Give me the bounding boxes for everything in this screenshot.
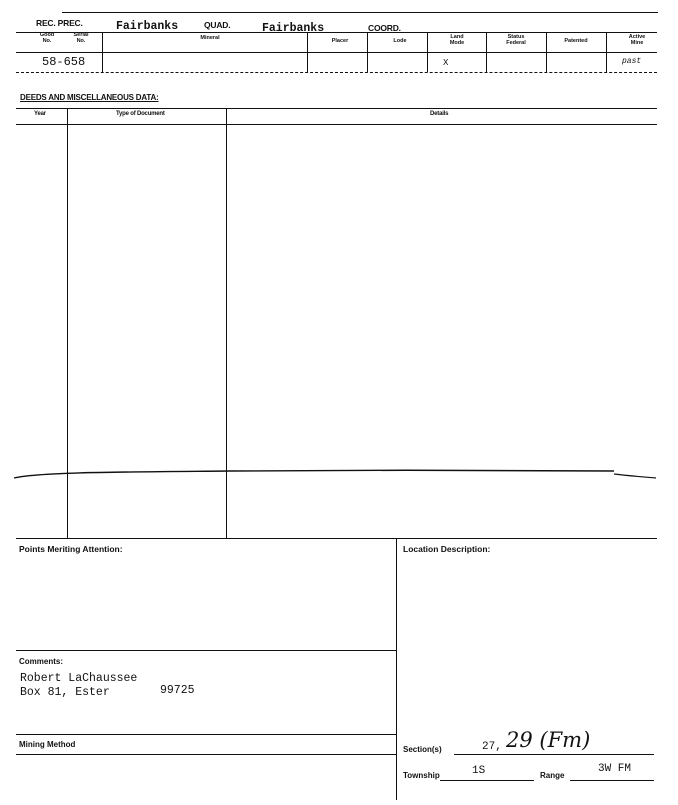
hand-drawn-line: [0, 460, 678, 490]
serial-value: 58-658: [42, 55, 86, 69]
township-value: 1S: [472, 765, 486, 777]
deeds-bottom-rule: [16, 538, 657, 539]
deeds-title: DEEDS AND MISCELLANEOUS DATA:: [20, 93, 159, 102]
deeds-col-year: Year: [34, 111, 46, 117]
header-top-rule: [62, 12, 658, 13]
col-div-7: [606, 32, 607, 72]
col-lode: Lode: [393, 38, 407, 44]
col-serial-no: Serial No.: [73, 32, 89, 44]
col-mineral: Mineral: [200, 35, 220, 41]
row-bottom-rule: [16, 72, 657, 73]
comments-label: Comments:: [19, 657, 64, 666]
township-label: Township: [403, 771, 440, 780]
lower-center-divider: [396, 538, 397, 800]
range-value: 3W FM: [598, 763, 632, 775]
col-placer: Placer: [331, 38, 349, 44]
section-typed-value: 27,: [482, 741, 502, 753]
rec-prec-value: Fairbanks: [116, 20, 179, 33]
range-label: Range: [540, 771, 565, 780]
section-label: Section(s): [403, 745, 442, 754]
deeds-col-details: Details: [430, 111, 449, 117]
rec-prec-label: REC. PREC.: [36, 18, 83, 28]
deeds-head-rule: [16, 124, 657, 125]
col-div-6: [546, 32, 547, 72]
deeds-top-rule: [16, 108, 657, 109]
col-div-4: [427, 32, 428, 72]
col-active-mine: Active Mine: [628, 34, 646, 46]
coord-label: COORD.: [368, 23, 401, 33]
section-line: [454, 754, 654, 755]
comments-zip: 99725: [160, 684, 195, 697]
deeds-col-type: Type of Document: [116, 111, 165, 117]
section-handwritten-value: 29 (Fm): [506, 728, 591, 752]
col-div-3: [367, 32, 368, 72]
col-good-no: Good No.: [39, 32, 55, 44]
location-label: Location Description:: [403, 544, 491, 554]
mining-under-rule: [16, 754, 396, 755]
quad-value: Fairbanks: [262, 22, 325, 35]
comments-line-1: Robert LaChaussee: [20, 672, 138, 685]
col-status-federal: Status Federal: [506, 34, 526, 46]
col-patented: Patented: [564, 38, 588, 44]
mining-top-rule: [16, 734, 396, 735]
points-label: Points Meriting Attention:: [19, 544, 123, 554]
col-div-1: [102, 32, 103, 72]
township-line: [440, 780, 534, 781]
range-line: [570, 780, 654, 781]
col-div-5: [486, 32, 487, 72]
comments-line-2: Box 81, Ester: [20, 686, 110, 699]
land-mode-mark: X: [443, 58, 449, 68]
active-mine-note: past: [622, 57, 642, 66]
column-head-rule: [16, 52, 657, 53]
col-div-2: [307, 32, 308, 72]
mining-method-label: Mining Method: [19, 740, 76, 749]
comments-top-rule: [16, 650, 396, 651]
col-land-mode: Land Mode: [449, 34, 465, 46]
header-rule: [16, 32, 657, 33]
quad-label: QUAD.: [204, 20, 231, 30]
